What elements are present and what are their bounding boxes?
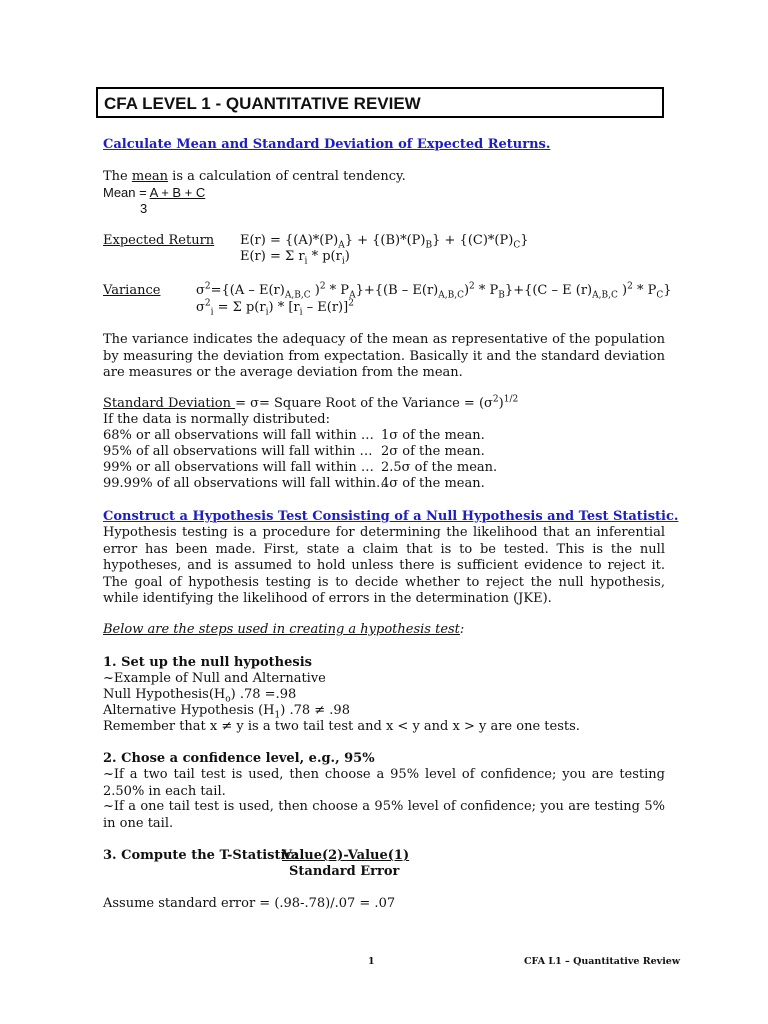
step1-heading: 1. Set up the null hypothesis (103, 655, 312, 670)
footer-doc-label: CFA L1 – Quantitative Review (524, 956, 681, 967)
step2-heading: 2. Chose a confidence level, e.g., 95% (103, 751, 375, 766)
steps-intro (103, 622, 464, 638)
step1-line: Null $Hypothesis(H_o)$ .78 =.98 (103, 687, 297, 705)
normal-row-left: 68% or all observations will fall within … (103, 428, 374, 443)
mean-denominator: 3 (140, 201, 148, 216)
expected-return-label: Expected Return (103, 233, 215, 248)
variance-formula-2: $\sigma^2_i = \Sigma$ $p(r_i) * [r_i - E(r)]^2$ (196, 298, 354, 318)
normal-row-right: 2.5σ of the mean. (381, 460, 498, 475)
er-formula-2: E(r) = Σ $r_i * p(r_i)$ (240, 249, 350, 267)
mean-intro-pre: The (103, 169, 132, 184)
er-formula-1: $E(r) = \{(A)*(P)_A\} + \{(B)*(P)_B\} + \{(C)*(P)_C\}$ (240, 233, 529, 251)
step1-line: Alternative Hypothesis $(H_1) .78 \ne .98$ (103, 703, 350, 721)
sd-definition-line: Standard Deviation = σ= Square Root of the Variance = $(\sigma^2)^{1/2}$ (103, 394, 519, 411)
step2-line: ~If a one tail test is used, then choose a 95% level of confidence; you are testing 5% in one tail. (103, 799, 665, 831)
mean-intro-post: is a calculation of central tendency. (168, 169, 406, 184)
title-box (96, 87, 664, 118)
steps-intro-colon: : (459, 622, 465, 637)
mean-numerator: A + B + C (149, 185, 206, 200)
variance-label: Variance (103, 283, 161, 298)
normal-row-left: 95% of all observations will fall within … (103, 444, 373, 459)
variance-paragraph: The variance indicates the adequacy of the mean as representative of the population by measuring the deviation from expectation. Basically it and the standard deviation are measures or the average deviation from the mean. (103, 332, 665, 380)
mean-label: Mean = (103, 185, 150, 200)
hypothesis-paragraph: Hypothesis testing is a procedure for determining the likelihood that an inferential error has been made. First, state a claim that is to be tested. This is the null hypotheses, and is assumed to hold unless there is sufficient evidence to reject it. The goal of hypothesis testing is to decide whether to reject the null hypothesis, while identifying the likelihood of errors in the determination (JKE). (103, 525, 665, 606)
sd-label: Standard Deviation (103, 396, 236, 411)
t-stat-numerator: Value(2)-Value(1) (282, 848, 410, 863)
step1-line: ~Example of Null and Alternative (103, 671, 326, 686)
page-number: 1 (368, 956, 375, 967)
normal-row-left: 99% or all observations will fall within … (103, 460, 374, 475)
t-stat-denominator: Standard Error (289, 864, 400, 879)
mean-word: mean (131, 169, 169, 184)
mean-intro (103, 169, 406, 185)
normal-row-left: 99.99% of all observations will fall within… (103, 476, 390, 491)
steps-intro-text: Below are the steps used in creating a hypothesis test (103, 622, 460, 637)
normal-row-right: 2σ of the mean. (381, 444, 485, 459)
normal-row-right: 4σ of the mean. (381, 476, 485, 491)
assume-standard-error: Assume standard error = (.98-.78)/.07 = .07 (103, 896, 396, 911)
variance-formula-1: $\sigma^2=\{(A - E(r)_{A,B,C}$ )$^2 * P_A\}+\{(B - E(r)_{A,B,C})^2 * P_B\}+\{(C - E$ $(r)_{A,B,C}$ )$^2 * P_C$} (196, 281, 672, 301)
section2-heading: Construct a Hypothesis Test Consisting of a Null Hypothesis and Test Statistic. (103, 509, 679, 524)
section1-heading: Calculate Mean and Standard Deviation of Expected Returns. (103, 137, 551, 152)
step2-line: ~If a two tail test is used, then choose a 95% level of confidence; you are testing 2.50% in each tail. (103, 767, 665, 799)
step1-line: Remember that x ≠ y is a two tail test and x < y and x > y are one tests. (103, 719, 580, 734)
step3-heading: 3. Compute the T-Statistic: (103, 848, 299, 863)
normal-intro: If the data is normally distributed: (103, 412, 330, 427)
page-title: CFA LEVEL 1 - QUANTITATIVE REVIEW (104, 94, 421, 113)
mean-formula (103, 185, 205, 201)
normal-row-right: 1σ of the mean. (381, 428, 485, 443)
